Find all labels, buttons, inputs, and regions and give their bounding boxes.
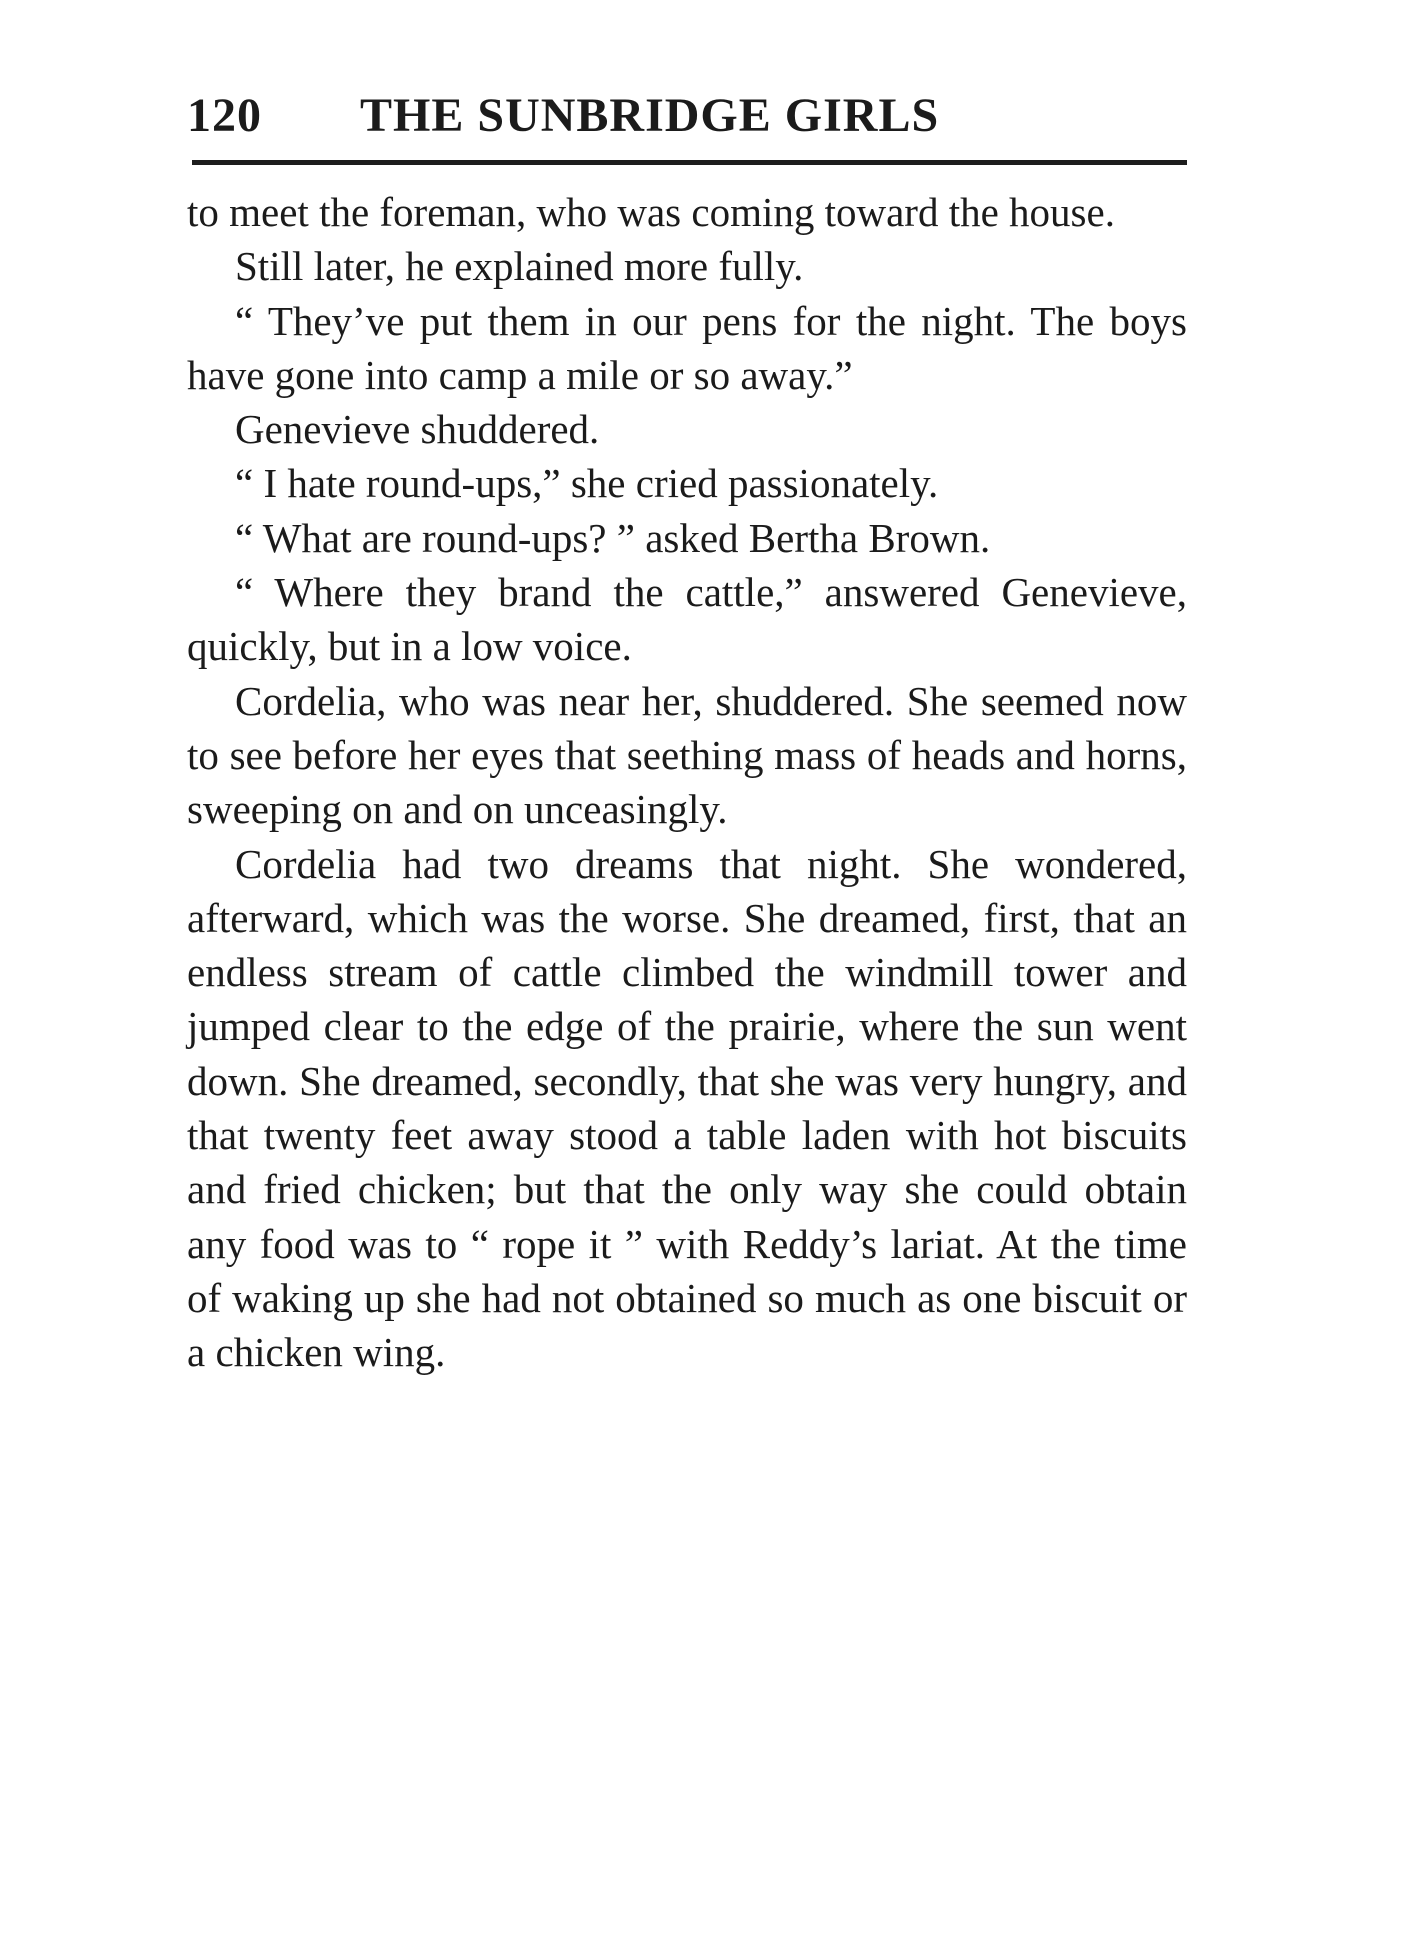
paragraph: “ They’ve put them in our pens for the night. The boys have gone into camp a mile or so away.” bbox=[187, 297, 1187, 398]
paragraph: “ I hate round-ups,” she cried passionately. bbox=[235, 460, 939, 507]
paragraph: to meet the foreman, who was coming toward the house. bbox=[187, 189, 1115, 235]
paragraph: Genevieve shuddered. bbox=[235, 406, 600, 453]
body-text bbox=[187, 185, 1187, 1380]
paragraph: Cordelia, who was near her, shuddered. She seemed now to see before her eyes that seething mass of heads and horns, sweeping on and on unceasingly. bbox=[187, 677, 1187, 833]
page-number: 120 bbox=[187, 89, 262, 142]
header-rule bbox=[192, 160, 1187, 165]
paragraph: “ Where they brand the cattle,” answered Genevieve, quickly, but in a low voice. bbox=[187, 569, 1187, 670]
paragraph: Still later, he explained more fully. bbox=[235, 243, 804, 290]
running-head bbox=[187, 86, 1187, 146]
paragraph: “ What are round-ups? ” asked Bertha Brown. bbox=[235, 514, 991, 561]
paragraph: Cordelia had two dreams that night. She wondered, afterward, which was the worse. She dreamed, first, that an endless stream of cattle climbed the windmill tower and jumped clear to the edge of the prairie, where the sun went down. She dreamed, secondly, that she was very hungry, and that twenty feet away stood a table laden with hot biscuits and fried chicken; but that the only way she could obtain any food was to “ rope it ” with Reddy’s lariat. At the time of waking up she had not obtained so much as one biscuit or a chicken wing. bbox=[187, 840, 1187, 1376]
book-title: THE SUNBRIDGE GIRLS bbox=[360, 89, 940, 142]
